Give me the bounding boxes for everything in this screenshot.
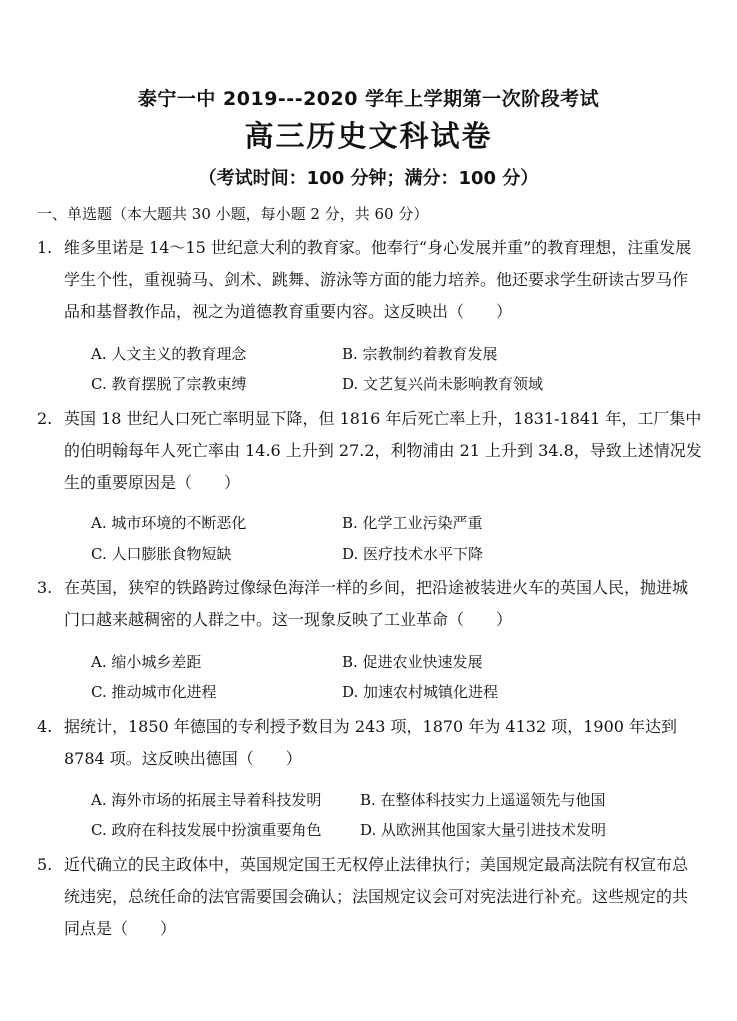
option-b: B. 在整体科技实力上遥遥领先与他国 [360,791,606,809]
option-b: B. 宗教制约着教育发展 [342,345,498,363]
question-5 [37,855,702,945]
option-c: C. 人口膨胀食物短缺 [91,545,232,563]
question-4 [37,717,702,775]
question-stem: 据统计，1850 年德国的专利授予数目为 243 项，1870 年为 4132 项，1900 年达到 8784 项。这反映出德国（ ） [64,717,678,768]
option-d: D. 文艺复兴尚未影响教育领域 [342,375,544,393]
question-stem: 近代确立的民主政体中，英国规定国王无权停止法律执行；美国规定最高法院有权宣布总统违宪，总统任命的法官需要国会确认；法国规定议会可对宪法进行补充。这些规定的共同点是（ ） [64,855,689,938]
paper-title: 高三历史文科试卷 [244,119,493,153]
question-stem: 英国 18 世纪人口死亡率明显下降，但 1816 年后死亡率上升，1831-1841 年，工厂集中的伯明翰每年人死亡率由 14.6 上升到 27.2，利物浦由 21 上升到 34.8，导致上述情况发生的重要原因是（ ） [64,409,702,492]
question-number: 5. [37,855,53,874]
option-a: A. 城市环境的不断恶化 [91,514,247,532]
option-c: C. 政府在科技发展中扮演重要角色 [91,821,322,839]
section-title: 一、单选题（本大题共 30 小题，每小题 2 分，共 60 分） [37,205,429,223]
exam-time-score: （考试时间：100 分钟；满分：100 分） [198,168,539,189]
question-2 [37,409,702,499]
question-number: 4. [37,717,53,736]
option-c: C. 推动城市化进程 [91,683,217,701]
question-stem: 维多里诺是 14～15 世纪意大利的教育家。他奉行“身心发展并重”的教育理想，注重发展学生个性，重视骑马、剑术、跳舞、游泳等方面的能力培养。他还要求学生研读古罗马作品和基督教作品，视之为道德教育重要内容。这反映出（ ） [64,238,692,321]
question-number: 3. [37,578,53,597]
option-b: B. 促进农业快速发展 [342,653,483,671]
option-c: C. 教育摆脱了宗教束缚 [91,375,247,393]
option-b: B. 化学工业污染严重 [342,514,483,532]
question-number: 1. [37,238,53,257]
question-number: 2. [37,409,53,428]
option-d: D. 医疗技术水平下降 [342,545,484,563]
school-exam-title: 泰宁一中 2019---2020 学年上学期第一次阶段考试 [137,88,600,110]
option-d: D. 加速农村城镇化进程 [342,683,499,701]
question-3 [37,578,702,636]
question-stem: 在英国，狭窄的铁路跨过像绿色海洋一样的乡间，把沿途被装进火车的英国人民，抛进城门口越来越稠密的人群之中。这一现象反映了工业革命（ ） [64,578,689,629]
option-a: A. 人文主义的教育理念 [91,345,247,363]
question-1 [37,238,702,328]
option-a: A. 缩小城乡差距 [91,653,202,671]
option-a: A. 海外市场的拓展主导着科技发明 [91,791,322,809]
option-d: D. 从欧洲其他国家大量引进技术发明 [360,821,607,839]
